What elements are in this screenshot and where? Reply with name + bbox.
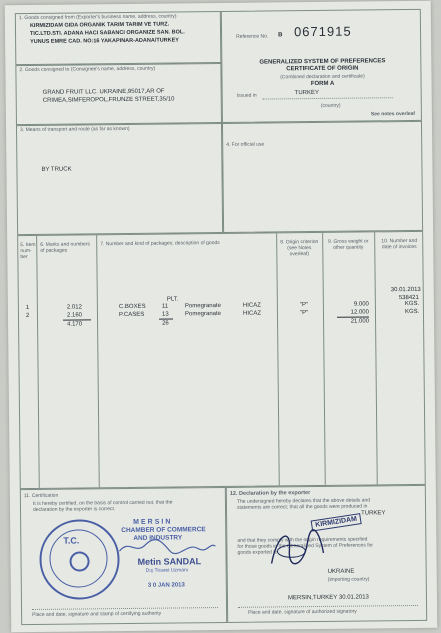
stamp-date: 3 0 JAN 2013 bbox=[147, 582, 185, 589]
row-1-origin: "P" bbox=[299, 302, 309, 309]
officer-name: Metin SANDAL bbox=[137, 556, 202, 567]
reference-label: Reference No. bbox=[236, 33, 269, 40]
row-1-weight: 9.000 bbox=[353, 301, 369, 308]
header-box bbox=[221, 9, 422, 123]
importing-country: UKRAINE bbox=[327, 568, 355, 575]
declaration-text-2: statements are correct; that all the goods were produced in bbox=[236, 503, 368, 511]
row-1-unit: KGS. bbox=[404, 300, 420, 308]
invoice-number: 538421 bbox=[398, 294, 419, 302]
form-title-2: CERTIFICATE OF ORIGIN bbox=[286, 65, 359, 73]
exporter-signature bbox=[267, 523, 327, 572]
transport-value: BY TRUCK bbox=[41, 166, 72, 173]
row-2-goods: Pomegranate bbox=[184, 310, 222, 318]
transport-box bbox=[16, 123, 223, 235]
certification-text-2: declaration by the exporter is correct. bbox=[32, 506, 116, 513]
country-caption: (country) bbox=[320, 102, 341, 109]
total-quantity: 26 bbox=[162, 320, 169, 327]
certificate-of-origin-form-a bbox=[5, 1, 438, 632]
row-2-origin: "P" bbox=[299, 310, 309, 317]
declaration-caption: 12. Declaration by the exporter bbox=[229, 490, 311, 497]
total-weight: 21.000 bbox=[350, 318, 370, 325]
exporter-line-3: YUNUS EMRE CAD. NO:16 YAKAPINAR-ADANA/TURKEY bbox=[30, 37, 179, 45]
stamp-tc-text: T.C. bbox=[63, 535, 80, 546]
goods-table bbox=[17, 231, 426, 489]
row-1-package-kind: C.BOXES bbox=[118, 303, 146, 311]
header-invoice: 10. Number and date of invoices bbox=[381, 237, 418, 251]
importing-country-caption: (importing country) bbox=[327, 576, 370, 583]
consignee-line-1: GRAND FRUIT LLC. UKRAINE,95017,AR OF bbox=[42, 88, 165, 96]
certification-footer: Place and date, signature and stamp of certifying authority bbox=[32, 610, 162, 618]
row-1-item: 1 bbox=[25, 305, 30, 312]
produced-in-country: TURKEY bbox=[361, 510, 386, 517]
header-weight: 9. Gross weight or other quantity bbox=[327, 238, 369, 251]
official-use-box bbox=[222, 121, 423, 233]
issued-in-label: Issued in bbox=[236, 92, 257, 99]
header-marks: 6. Marks and numbers of packages bbox=[40, 241, 91, 254]
consignee-line-2: CRIMEA,SIMFEROPOL,FRUNZE STREET,35/10 bbox=[42, 96, 175, 104]
exporter-line-2: TIC.LTD.STI. ADANA HACI SABANCI ORGANIZE SAN. BOL. bbox=[29, 29, 185, 37]
pallet-label: PLT. bbox=[166, 296, 179, 303]
declaration-place-date: MERSIN,TURKEY 30.01.2013 bbox=[287, 594, 369, 602]
certification-box bbox=[20, 487, 227, 625]
consignee-box bbox=[15, 63, 222, 125]
exporter-line-1: KIRMIZIDAM GIDA ORGANIK TARIM TARIM VE TURZ. bbox=[29, 21, 170, 29]
declaration-text-5: goods exported to bbox=[237, 549, 278, 556]
exporter-caption: 1. Goods consigned from (Exporter's business name, address, country) bbox=[18, 13, 177, 22]
row-1-goods: Pomegranate bbox=[184, 303, 221, 310]
reference-number: 0671915 bbox=[293, 23, 352, 40]
row-1-marks: 2.012 bbox=[66, 304, 82, 311]
row-2-unit: KGS. bbox=[404, 308, 420, 316]
official-use-caption: 4. For official use bbox=[226, 141, 265, 148]
row-2-weight: 12.000 bbox=[350, 309, 369, 316]
round-official-stamp bbox=[39, 519, 120, 600]
invoice-date: 30.01.2013 bbox=[390, 286, 421, 294]
row-1-variety: HICAZ bbox=[242, 302, 261, 309]
header-origin: 8. Origin criterion (see Notes overleaf) bbox=[280, 238, 319, 258]
officer-title: Dış Ticaret Uzmanı bbox=[145, 567, 189, 574]
certifier-signature bbox=[117, 536, 217, 557]
total-marks: 4.170 bbox=[67, 321, 83, 328]
certification-text-1: It is hereby certified, on the basis of control carried out, that the bbox=[32, 499, 173, 507]
reference-letter: B bbox=[278, 32, 283, 39]
exporter-declaration-box bbox=[226, 485, 427, 623]
row-2-variety: HICAZ bbox=[242, 310, 262, 317]
declaration-text-1: The undersigned hereby declares that the above details and bbox=[236, 497, 371, 505]
chamber-name-2: CHAMBER OF COMMERCE bbox=[121, 526, 206, 535]
row-2-item: 2 bbox=[25, 313, 30, 320]
row-1-quantity: 11 bbox=[161, 303, 169, 310]
see-notes: See notes overleaf bbox=[370, 110, 416, 118]
consignee-caption: 2. Goods consigned to (Consignee's name, address, country) bbox=[19, 65, 156, 74]
row-2-quantity: 13 bbox=[161, 311, 169, 318]
declaration-text-3: and that they comply with the origin requirements specified bbox=[237, 536, 368, 544]
declaration-footer: Place and date, signature of authorized signatory bbox=[248, 608, 357, 616]
chamber-name-3: AND INDUSTRY bbox=[133, 534, 183, 542]
exporter-box bbox=[15, 11, 222, 65]
declaration-text-4: for those goods in the Generalized System of Preferences for bbox=[237, 542, 374, 550]
row-2-marks: 2.160 bbox=[66, 312, 83, 319]
transport-caption: 3. Means of transport and route (as far as known) bbox=[20, 125, 130, 134]
form-subtitle: (Combined declaration and certificate) bbox=[280, 73, 365, 81]
header-description: 7. Number and kind of packages; description of goods bbox=[100, 240, 220, 248]
issued-in-country: TURKEY bbox=[294, 89, 320, 97]
chamber-name-1: MERSIN bbox=[133, 518, 173, 526]
header-item-number: 5. Item num- ber bbox=[20, 241, 36, 261]
form-title-1: GENERALIZED SYSTEM OF PREFERENCES bbox=[259, 58, 386, 66]
exporter-company-stamp: KIRMIZIDAM bbox=[311, 513, 362, 531]
certification-caption: 11. Certification bbox=[23, 492, 59, 500]
form-name: FORM A bbox=[310, 80, 335, 88]
row-2-package-kind: P.CASES bbox=[118, 311, 145, 319]
